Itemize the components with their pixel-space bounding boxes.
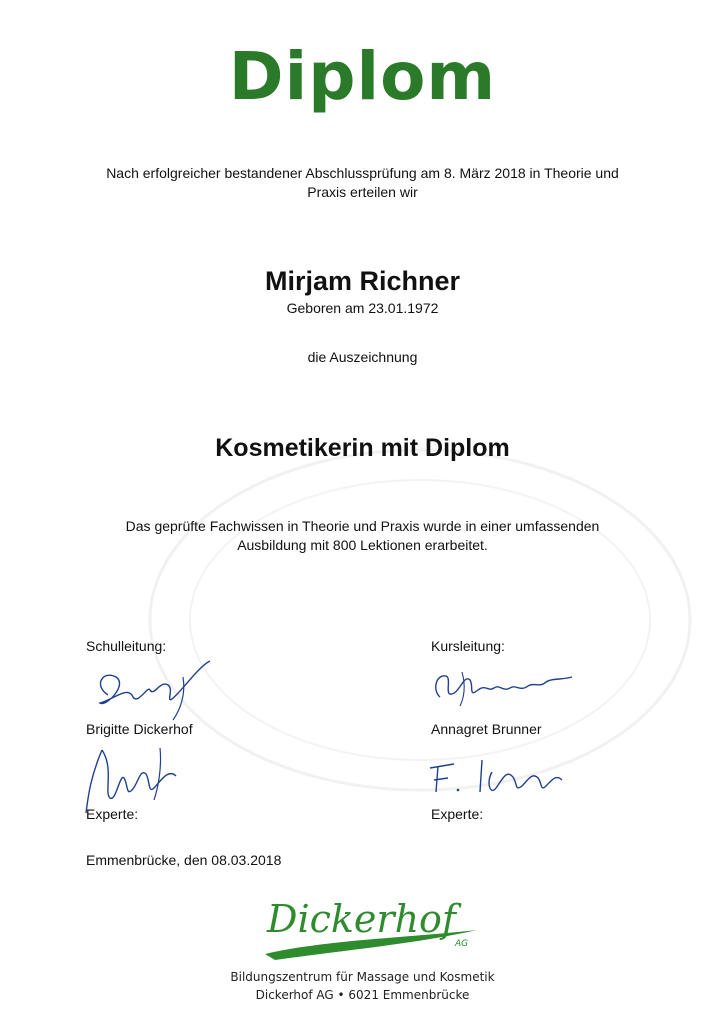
award-title: Kosmetikerin mit Diplom [215,434,510,462]
place-and-date: Emmenbrücke, den 08.03.2018 [86,852,282,868]
description-line-1: Das geprüfte Fachwissen in Theorie und Praxis wurde in einer umfassenden [125,518,600,534]
intro-text [0,164,725,202]
course-manager-name: Annagret Brunner [431,721,542,737]
award-intro: die Auszeichnung [307,349,418,365]
dickerhof-logo [255,890,485,970]
intro-line-2: Praxis erteilen wir [307,184,418,200]
footer-line-1: Bildungszentrum für Massage und Kosmetik [230,970,495,984]
recipient-birthdate: Geboren am 23.01.1972 [286,300,439,316]
watermark-seal [140,440,700,800]
award-description [0,517,725,555]
description-line-2: Ausbildung mit 800 Lektionen erarbeitet. [237,537,488,553]
logo-suffix: AG [455,939,469,949]
school-management-label: Schulleitung: [86,638,167,654]
document-title: Diplom [228,38,497,115]
recipient-name: Mirjam Richner [264,266,461,296]
expert-left-label: Experte: [86,806,139,822]
intro-line-1: Nach erfolgreicher bestandener Abschlussprüfung am 8. März 2018 in Theorie und [106,165,619,181]
signature-course-management [422,662,582,712]
signature-school-management [88,655,218,725]
school-manager-name: Brigitte Dickerhof [86,721,193,737]
footer-line-2: Dickerhof AG • 6021 Emmenbrücke [255,988,470,1002]
signature-expert-right [424,752,574,804]
expert-right-label: Experte: [431,806,484,822]
logo-wordmark: Dickerhof [267,897,456,941]
course-management-label: Kursleitung: [431,638,505,654]
